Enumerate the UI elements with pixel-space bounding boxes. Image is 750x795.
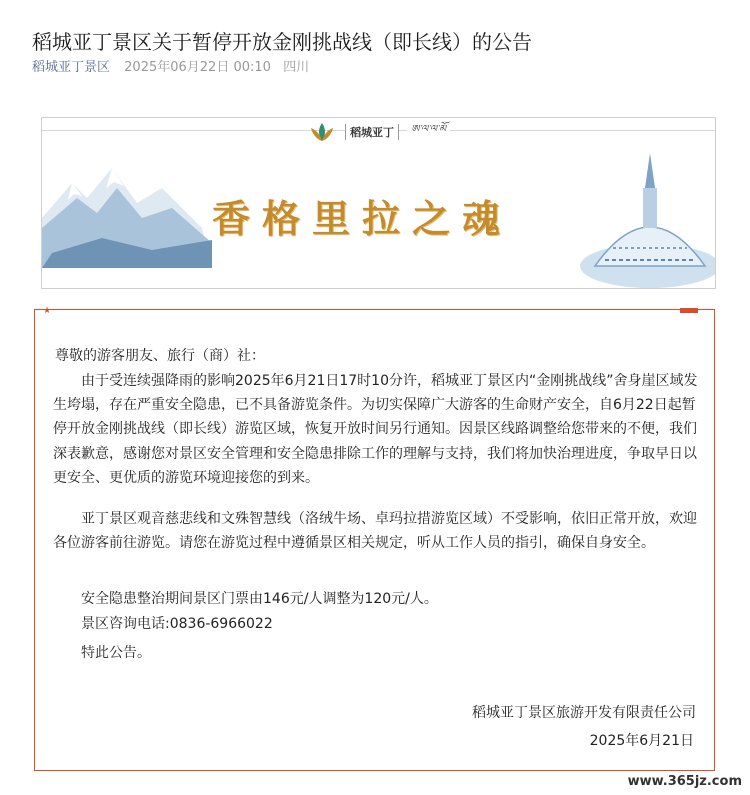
banner-slogan: 香格里拉之魂 <box>212 196 513 241</box>
banner-logo-row <box>42 118 715 146</box>
lotus-logo-icon <box>307 121 337 143</box>
header-banner-image <box>41 117 716 289</box>
article-meta <box>32 58 309 78</box>
corner-tab-decoration <box>680 308 698 313</box>
snow-mountain-illustration <box>42 158 212 268</box>
notice-ticket-price: 安全隐患整治期间景区门票由146元/人调整为120元/人。 <box>81 591 438 607</box>
banner-brand: 稻城亚丁 <box>345 124 399 140</box>
notice-paragraph-1: 由于受连续强降雨的影响2025年6月21日17时10分许，稻城亚丁景区内“金刚挑战线”舍身崖区域发生垮塌，存在严重安全隐患，已不具备游览条件。为切实保障广大游客的生命财产安全，自6月22日起暂停开放金刚挑战线（即长线）游览区域，恢复开放时间另行通知。因景区线路调整给您带来的不便，我们深表歉意，感谢您对景区安全管理和安全隐患排除工作的理解与支持，我们将加快治理进度，争取早日以更安全、更优质的游览环境迎接您的到来。 <box>53 373 698 486</box>
star-decoration-icon: ★ <box>43 306 52 316</box>
publish-datetime: 2025年06月22日 00:10 <box>124 60 271 75</box>
notice-closing: 特此公告。 <box>81 645 151 661</box>
article-title: 稻城亚丁景区关于暂停开放金刚挑战线（即长线）的公告 <box>32 30 532 55</box>
notice-card <box>34 306 715 771</box>
notice-hotline: 景区咨询电话:0836-6966022 <box>81 616 273 632</box>
notice-greeting: 尊敬的游客朋友、旅行（商）社： <box>55 348 265 364</box>
notice-signature-org: 稻城亚丁景区旅游开发有限责任公司 <box>472 705 696 721</box>
banner-tibetan-script: ཨ་ལ་ལ་མོ <box>407 118 450 146</box>
publish-location: 四川 <box>283 60 310 75</box>
notice-signature-date: 2025年6月21日 <box>589 733 694 749</box>
notice-paragraph-2: 亚丁景区观音慈悲线和文殊智慧线（洛绒牛场、卓玛拉措游览区域）不受影响，依旧正常开放，欢迎各位游客前往游览。请您在游览过程中遵循景区相关规定，听从工作人员的指引，确保自身安全。 <box>53 511 697 552</box>
site-watermark: www.365jz.com <box>627 774 742 789</box>
account-name-link[interactable]: 稻城亚丁景区 <box>32 60 111 75</box>
stupa-illustration <box>565 148 715 288</box>
